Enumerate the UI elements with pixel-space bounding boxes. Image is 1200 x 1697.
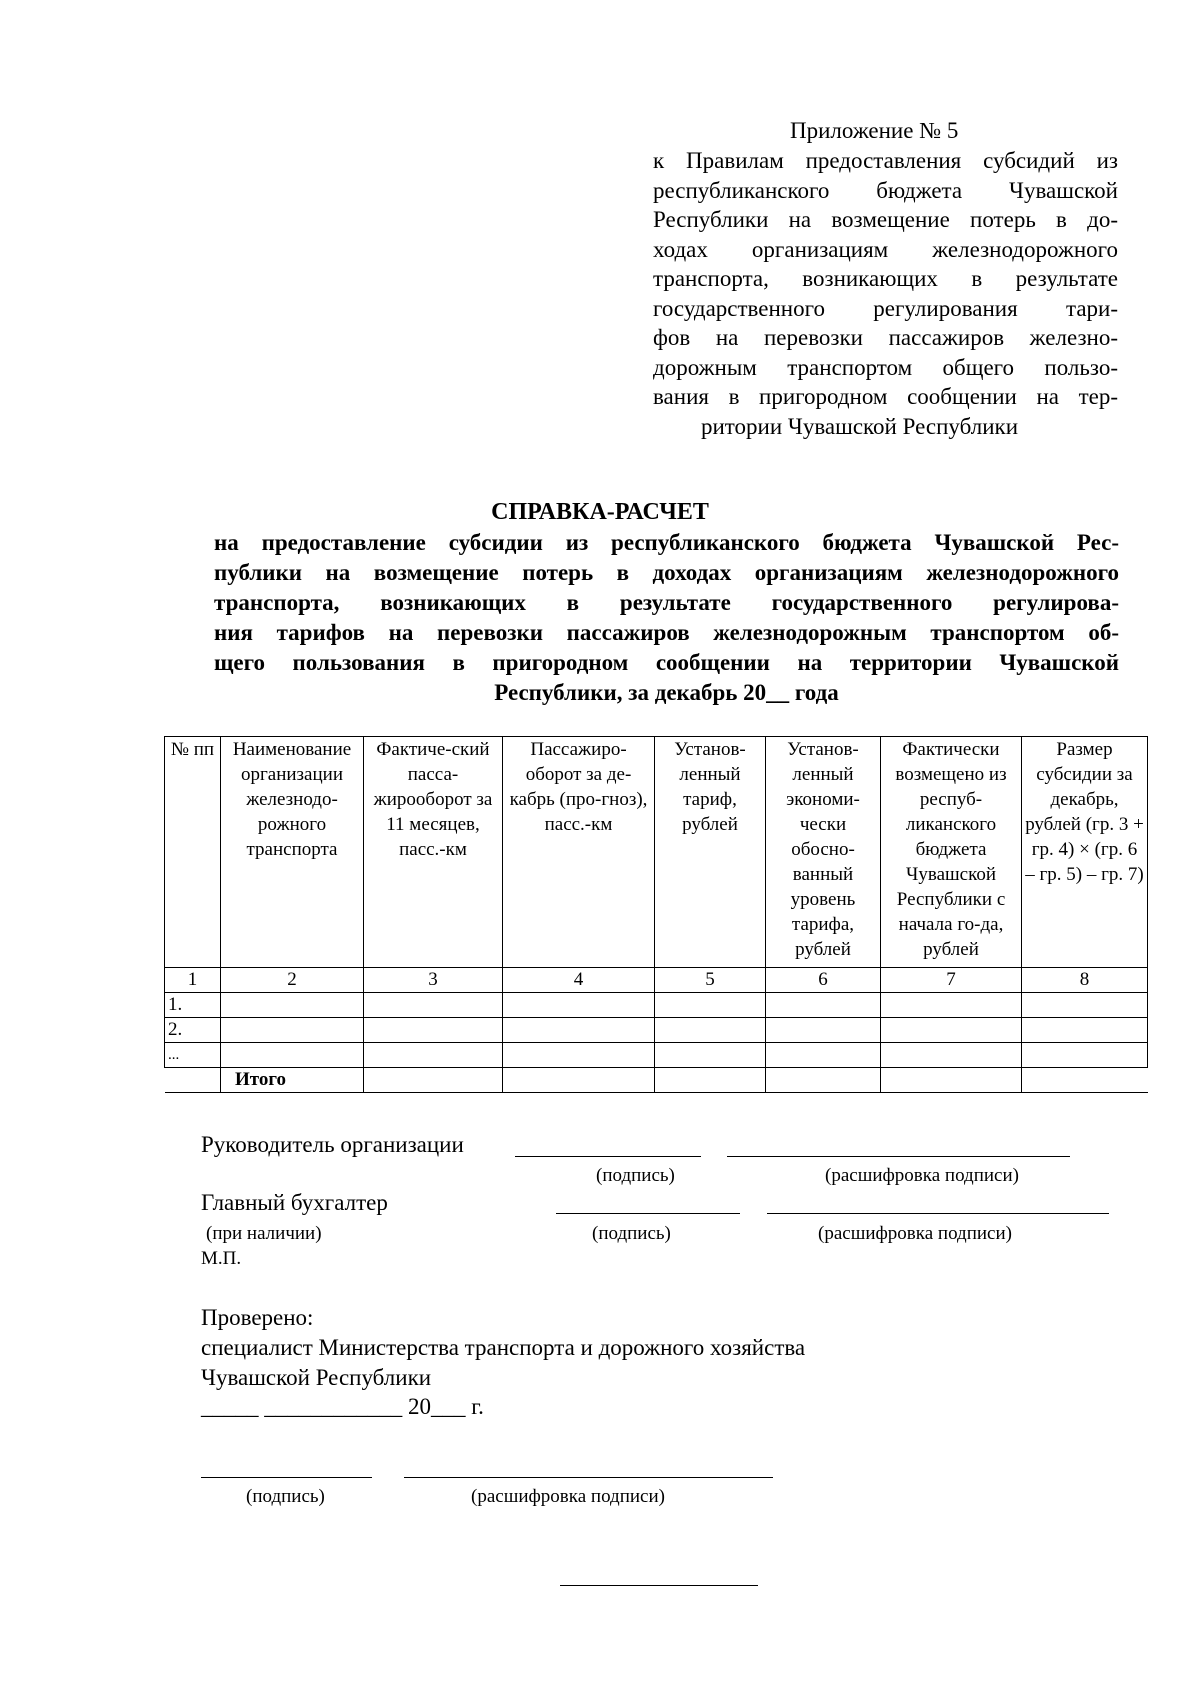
appendix-text (653, 146, 1118, 441)
decoding-caption: (расшифровка подписи) (471, 1486, 665, 1507)
signature-caption: (подпись) (596, 1165, 675, 1186)
total-cell[interactable] (655, 1068, 766, 1093)
column-number: 2 (221, 968, 364, 993)
column-number: 3 (364, 968, 503, 993)
table-cell[interactable] (881, 993, 1022, 1018)
specialist-signature-line[interactable] (201, 1477, 372, 1478)
seal-place: М.П. (201, 1248, 242, 1269)
total-cell[interactable] (503, 1068, 655, 1093)
appendix-line: вания в пригородном сообщении на тер- (653, 384, 1118, 409)
chief-accountant-label: Главный бухгалтер (201, 1190, 388, 1215)
subtitle-line: щего пользования в пригородном сообщении на территории Чувашской (214, 650, 1119, 675)
appendix-line: Республики на возмещение потерь в до- (653, 207, 1118, 232)
specialist-line-1: специалист Министерства транспорта и дорожного хозяйства (201, 1335, 806, 1360)
row-number: 2. (165, 1018, 221, 1043)
table-cell[interactable] (1022, 993, 1148, 1018)
subtitle-line: Республики, за декабрь 20__ года (494, 680, 839, 705)
header-reimbursed: Фактически возмещено из респуб-ликанского бюджета Чувашской Республики с начала го-да, рублей (881, 737, 1022, 968)
appendix-line: транспорта, возникающих в результате (653, 266, 1118, 291)
header-number: № пп (165, 737, 221, 968)
row-number: 1. (165, 993, 221, 1018)
accountant-decoding-line[interactable] (767, 1213, 1109, 1214)
table-cell[interactable] (1022, 1043, 1148, 1068)
table-cell[interactable] (655, 1043, 766, 1068)
column-number: 4 (503, 968, 655, 993)
row-number: ... (165, 1043, 221, 1068)
column-number: 6 (766, 968, 881, 993)
header-passenger-turnover-december: Пассажиро-оборот за де-кабрь (про-гноз), пасс.-км (503, 737, 655, 968)
accountant-signature-line[interactable] (556, 1213, 740, 1214)
specialist-decoding-line[interactable] (404, 1477, 773, 1478)
total-row (165, 1068, 1148, 1093)
table-row (165, 1043, 1148, 1068)
table-cell[interactable] (1022, 1018, 1148, 1043)
if-any-note: (при наличии) (206, 1223, 322, 1244)
table-cell[interactable] (503, 1043, 655, 1068)
appendix-line: республиканского бюджета Чувашской (653, 177, 1118, 203)
table-cell[interactable] (364, 1018, 503, 1043)
column-number: 7 (881, 968, 1022, 993)
appendix-line: ритории Чувашской Республики (701, 413, 1019, 439)
document-subtitle (214, 528, 1119, 708)
table-row (165, 1018, 1148, 1043)
appendix-line: фов на перевозки пассажиров железно- (653, 325, 1118, 350)
table-cell[interactable] (364, 1043, 503, 1068)
closing-line (560, 1585, 758, 1586)
table-row (165, 993, 1148, 1018)
table-header-row (165, 737, 1148, 968)
total-label: Итого (221, 1068, 364, 1093)
head-decoding-line[interactable] (727, 1156, 1070, 1157)
table-cell[interactable] (881, 1043, 1022, 1068)
column-number: 1 (165, 968, 221, 993)
signature-caption: (подпись) (246, 1486, 325, 1507)
subtitle-line: на предоставление субсидии из республиканского бюджета Чувашской Рес- (214, 530, 1119, 555)
header-economic-tariff: Установ-ленный экономи-чески обосно-ванный уровень тарифа, рублей (766, 737, 881, 968)
header-tariff: Установ-ленный тариф, рублей (655, 737, 766, 968)
table-cell[interactable] (655, 1018, 766, 1043)
subtitle-line: ния тарифов на перевозки пассажиров железнодорожным транспортом об- (214, 620, 1119, 645)
table-cell[interactable] (503, 1018, 655, 1043)
document-title: СПРАВКА-РАСЧЕТ (491, 499, 709, 525)
total-cell[interactable] (1022, 1068, 1148, 1093)
subtitle-line: транспорта, возникающих в результате государственного регулирова- (214, 590, 1119, 615)
table-cell[interactable] (766, 1043, 881, 1068)
total-cell[interactable] (364, 1068, 503, 1093)
header-subsidy-amount: Размер субсидии за декабрь, рублей (гр. 3 + гр. 4) × (гр. 6 – гр. 5) – гр. 7) (1022, 737, 1148, 968)
date-line[interactable]: _____ ____________ 20___ г. (201, 1394, 484, 1419)
calculation-table (164, 736, 1148, 1093)
appendix-line: государственного регулирования тари- (653, 295, 1118, 321)
total-cell[interactable] (766, 1068, 881, 1093)
column-number-row (165, 968, 1148, 993)
header-organization: Наименование организации железнодо-рожного транспорта (221, 737, 364, 968)
appendix-title: Приложение № 5 (790, 118, 959, 143)
signature-caption: (подпись) (592, 1223, 671, 1244)
total-empty-cell (165, 1068, 221, 1093)
table-cell[interactable] (364, 993, 503, 1018)
decoding-caption: (расшифровка подписи) (825, 1165, 1019, 1186)
head-signature-line[interactable] (515, 1156, 701, 1157)
appendix-line: дорожным транспортом общего пользо- (653, 354, 1118, 380)
table-cell[interactable] (221, 1018, 364, 1043)
specialist-line-2: Чувашской Республики (201, 1365, 432, 1390)
decoding-caption: (расшифровка подписи) (818, 1223, 1012, 1244)
head-of-organization-label: Руководитель организации (201, 1132, 464, 1157)
appendix-line: ходах организациям железнодорожного (653, 236, 1118, 262)
total-cell[interactable] (881, 1068, 1022, 1093)
table-cell[interactable] (503, 993, 655, 1018)
table-cell[interactable] (221, 993, 364, 1018)
column-number: 5 (655, 968, 766, 993)
table-cell[interactable] (766, 1018, 881, 1043)
table-cell[interactable] (766, 993, 881, 1018)
table-cell[interactable] (221, 1043, 364, 1068)
appendix-line: к Правилам предоставления субсидий из (653, 148, 1118, 173)
table-cell[interactable] (655, 993, 766, 1018)
subtitle-line: публики на возмещение потерь в доходах организациям железнодорожного (214, 560, 1119, 585)
column-number: 8 (1022, 968, 1148, 993)
table-cell[interactable] (881, 1018, 1022, 1043)
verified-label: Проверено: (201, 1305, 314, 1330)
header-passenger-turnover-11m: Фактиче-ский пасса-жирооборот за 11 месяцев, пасс.-км (364, 737, 503, 968)
